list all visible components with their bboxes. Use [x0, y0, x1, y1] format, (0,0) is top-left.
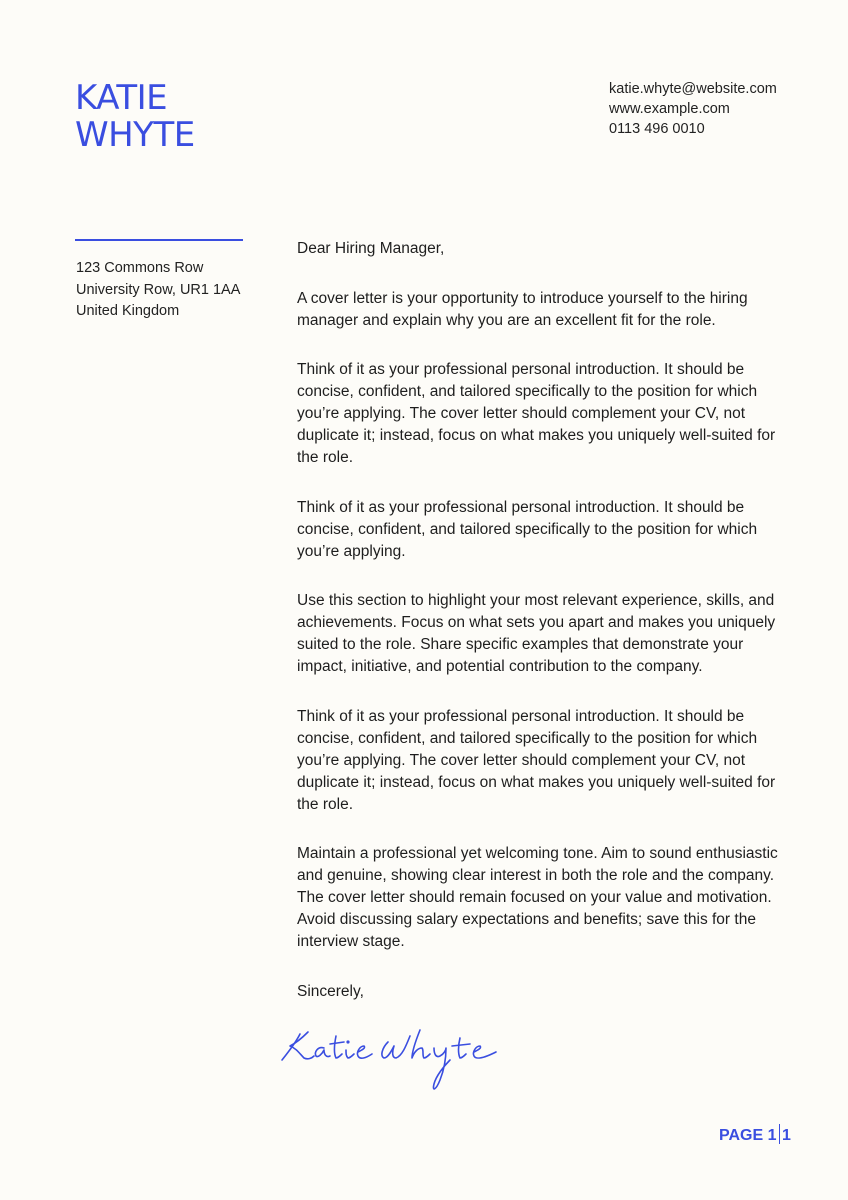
accent-divider	[75, 239, 243, 241]
page-total: 1	[782, 1127, 791, 1144]
letter-body	[297, 238, 787, 1030]
contact-website: www.example.com	[609, 101, 730, 117]
signature-icon	[278, 1020, 518, 1100]
paragraph: Think of it as your professional personal introduction. It should be concise, confident, and tailored specifically to the position for which you’re applying. The cover letter should complement your CV, not duplicate it; instead, focus on what makes you uniquely well-suited for the role.	[297, 707, 776, 813]
paragraph: A cover letter is your opportunity to introduce yourself to the hiring manager and explain why you are an excellent fit for the role.	[297, 289, 748, 329]
contact-email: katie.whyte@website.com	[609, 81, 777, 97]
contact-phone: 0113 496 0010	[609, 121, 705, 137]
paragraph: Use this section to highlight your most relevant experience, skills, and achievements. Focus on what sets you apart and makes you uniquely suited to the role. Share specific examples that demonstrate your impact, initiative, and potential contribution to the company.	[297, 592, 776, 675]
name-last: WHYTE	[75, 115, 195, 155]
page-separator	[779, 1124, 781, 1144]
page-label: PAGE 1	[719, 1127, 777, 1144]
closing: Sincerely,	[297, 982, 364, 1000]
salutation: Dear Hiring Manager,	[297, 240, 445, 257]
paragraph: Think of it as your professional personal introduction. It should be concise, confident, and tailored specifically to the position for which you’re applying. The cover letter should complement your CV, not duplicate it; instead, focus on what makes you uniquely well-suited for the role.	[297, 361, 776, 466]
address-line-2: University Row, UR1 1AA	[76, 281, 241, 298]
address-line-1: 123 Commons Row	[76, 260, 204, 276]
applicant-name	[75, 80, 195, 154]
paragraph: Think of it as your professional personal introduction. It should be concise, confident, and tailored specifically to the position for which you’re applying.	[297, 498, 758, 560]
contact-block	[609, 79, 777, 139]
address-block	[76, 258, 240, 323]
address-line-3: United Kingdom	[76, 303, 180, 319]
name-first: KATIE	[75, 78, 168, 118]
paragraph: Maintain a professional yet welcoming tone. Aim to sound enthusiastic and genuine, showing clear interest in both the role and the company. The cover letter should remain focused on your value and motivation. Avoid discussing salary expectations and benefits; save this for the interview stage.	[297, 845, 778, 950]
page-number	[719, 1124, 791, 1145]
